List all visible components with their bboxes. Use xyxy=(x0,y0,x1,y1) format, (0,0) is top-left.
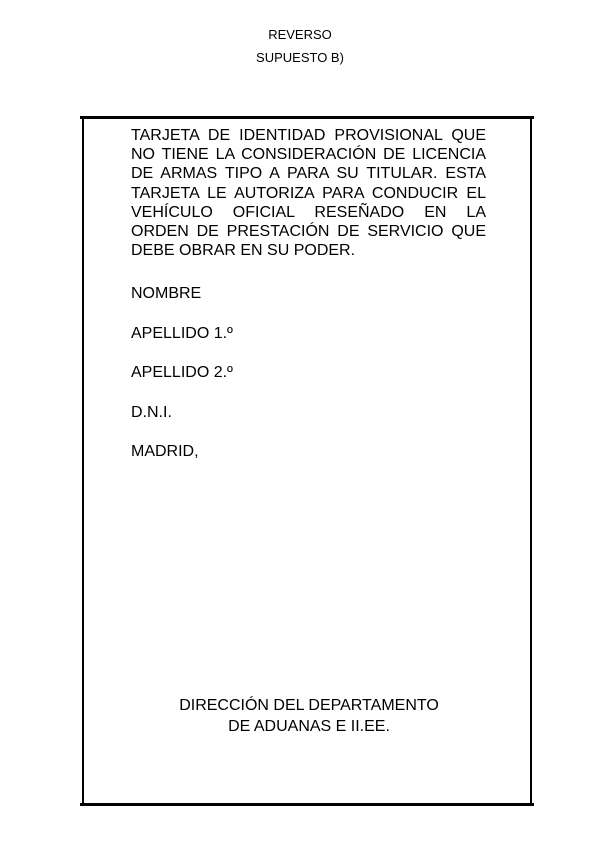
paragraph-line: VEHÍCULO OFICIAL RESEÑADO EN LA xyxy=(131,203,486,221)
header-supuesto: SUPUESTO B) xyxy=(256,50,344,65)
field-dni: D.N.I. xyxy=(131,404,172,421)
footer-direccion: DIRECCIÓN DEL DEPARTAMENTO xyxy=(179,697,439,714)
paragraph-line: DEBE OBRAR EN SU PODER. xyxy=(131,242,356,260)
paragraph-line: DE ARMAS TIPO A PARA SU TITULAR. ESTA xyxy=(131,165,486,183)
paragraph-line: ORDEN DE PRESTACIÓN DE SERVICIO QUE xyxy=(131,223,486,241)
card-paragraph xyxy=(131,126,486,260)
footer-aduanas: DE ADUANAS E II.EE. xyxy=(228,718,390,735)
header-reverso: REVERSO xyxy=(268,27,332,42)
field-apellido-1: APELLIDO 1.º xyxy=(131,325,233,342)
paragraph-line: TARJETA LE AUTORIZA PARA CONDUCIR EL xyxy=(131,184,486,202)
paragraph-line: TARJETA DE IDENTIDAD PROVISIONAL QUE xyxy=(131,127,486,144)
field-apellido-2: APELLIDO 2.º xyxy=(131,364,233,381)
field-madrid: MADRID, xyxy=(131,443,199,460)
paragraph-line: NO TIENE LA CONSIDERACIÓN DE LICENCIA xyxy=(131,146,486,164)
identity-card-frame xyxy=(82,116,532,806)
field-nombre: NOMBRE xyxy=(131,285,202,302)
